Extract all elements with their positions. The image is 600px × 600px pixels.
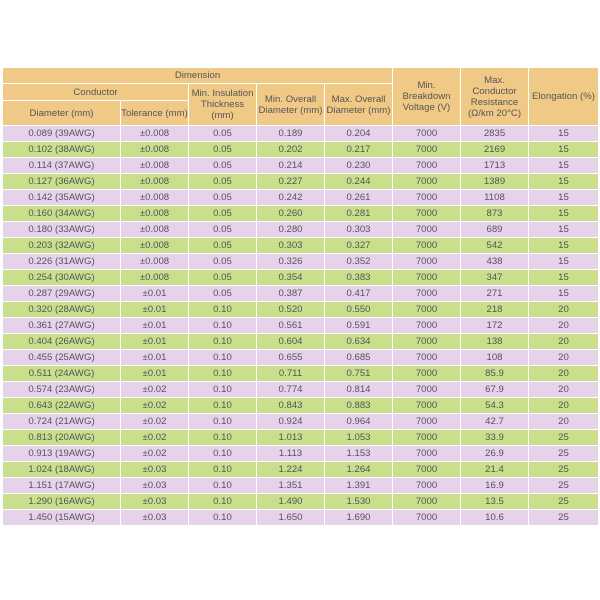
cell-max-overall-diameter: 0.964	[325, 414, 393, 430]
cell-breakdown-voltage: 7000	[393, 366, 461, 382]
cell-elongation: 15	[529, 286, 599, 302]
cell-max-overall-diameter: 0.303	[325, 222, 393, 238]
cell-breakdown-voltage: 7000	[393, 494, 461, 510]
cell-diameter: 0.226 (31AWG)	[3, 254, 121, 270]
cell-diameter: 0.724 (21AWG)	[3, 414, 121, 430]
cell-diameter: 0.404 (26AWG)	[3, 334, 121, 350]
cell-min-overall-diameter: 1.490	[257, 494, 325, 510]
table-row	[3, 190, 599, 206]
cell-min-overall-diameter: 0.214	[257, 158, 325, 174]
cell-min-insulation: 0.05	[189, 270, 257, 286]
cell-tolerance: ±0.03	[121, 478, 189, 494]
cell-conductor-resistance: 67.9	[461, 382, 529, 398]
cell-tolerance: ±0.008	[121, 126, 189, 142]
table-row	[3, 350, 599, 366]
cell-max-overall-diameter: 0.383	[325, 270, 393, 286]
table-row	[3, 494, 599, 510]
cell-tolerance: ±0.02	[121, 414, 189, 430]
cell-min-overall-diameter: 0.326	[257, 254, 325, 270]
table-row	[3, 238, 599, 254]
cell-conductor-resistance: 13.5	[461, 494, 529, 510]
cell-min-overall-diameter: 1.013	[257, 430, 325, 446]
cell-min-overall-diameter: 0.604	[257, 334, 325, 350]
cell-min-overall-diameter: 0.242	[257, 190, 325, 206]
cell-diameter: 0.180 (33AWG)	[3, 222, 121, 238]
cell-min-insulation: 0.05	[189, 174, 257, 190]
cell-conductor-resistance: 108	[461, 350, 529, 366]
cell-tolerance: ±0.008	[121, 174, 189, 190]
cell-diameter: 0.160 (34AWG)	[3, 206, 121, 222]
cell-tolerance: ±0.008	[121, 206, 189, 222]
cell-diameter: 0.142 (35AWG)	[3, 190, 121, 206]
cell-diameter: 1.290 (16AWG)	[3, 494, 121, 510]
cell-min-overall-diameter: 0.227	[257, 174, 325, 190]
cell-min-insulation: 0.05	[189, 126, 257, 142]
cell-diameter: 0.320 (28AWG)	[3, 302, 121, 318]
cell-tolerance: ±0.01	[121, 318, 189, 334]
cell-min-overall-diameter: 0.774	[257, 382, 325, 398]
table-row	[3, 142, 599, 158]
cell-breakdown-voltage: 7000	[393, 398, 461, 414]
header-max-overall-diameter: Max. Overall Diameter (mm)	[325, 84, 393, 126]
header-dimension: Dimension	[3, 68, 393, 84]
cell-conductor-resistance: 2169	[461, 142, 529, 158]
cell-min-insulation: 0.10	[189, 334, 257, 350]
cell-conductor-resistance: 2835	[461, 126, 529, 142]
cell-tolerance: ±0.01	[121, 302, 189, 318]
cell-max-overall-diameter: 0.883	[325, 398, 393, 414]
table-row	[3, 462, 599, 478]
cell-breakdown-voltage: 7000	[393, 142, 461, 158]
cell-conductor-resistance: 21.4	[461, 462, 529, 478]
table-row	[3, 398, 599, 414]
cell-tolerance: ±0.008	[121, 222, 189, 238]
header-elongation: Elongation (%)	[529, 68, 599, 126]
cell-min-insulation: 0.05	[189, 238, 257, 254]
cell-min-insulation: 0.05	[189, 190, 257, 206]
cell-min-overall-diameter: 0.924	[257, 414, 325, 430]
cell-conductor-resistance: 271	[461, 286, 529, 302]
cell-tolerance: ±0.01	[121, 286, 189, 302]
cell-diameter: 1.151 (17AWG)	[3, 478, 121, 494]
cell-min-insulation: 0.10	[189, 446, 257, 462]
cell-min-insulation: 0.10	[189, 398, 257, 414]
cell-breakdown-voltage: 7000	[393, 430, 461, 446]
cell-max-overall-diameter: 1.153	[325, 446, 393, 462]
cell-diameter: 0.102 (38AWG)	[3, 142, 121, 158]
cell-min-overall-diameter: 0.303	[257, 238, 325, 254]
cell-diameter: 0.287 (29AWG)	[3, 286, 121, 302]
cell-min-insulation: 0.10	[189, 302, 257, 318]
table-row	[3, 430, 599, 446]
cell-min-insulation: 0.05	[189, 158, 257, 174]
cell-max-overall-diameter: 0.244	[325, 174, 393, 190]
cell-conductor-resistance: 218	[461, 302, 529, 318]
cell-diameter: 0.089 (39AWG)	[3, 126, 121, 142]
cell-max-overall-diameter: 0.417	[325, 286, 393, 302]
cell-conductor-resistance: 42.7	[461, 414, 529, 430]
cell-elongation: 25	[529, 446, 599, 462]
cell-breakdown-voltage: 7000	[393, 462, 461, 478]
table-row	[3, 446, 599, 462]
cell-breakdown-voltage: 7000	[393, 238, 461, 254]
cell-breakdown-voltage: 7000	[393, 206, 461, 222]
cell-min-insulation: 0.05	[189, 222, 257, 238]
cell-elongation: 15	[529, 254, 599, 270]
cell-tolerance: ±0.008	[121, 158, 189, 174]
cell-elongation: 25	[529, 510, 599, 526]
table-row	[3, 334, 599, 350]
cell-breakdown-voltage: 7000	[393, 334, 461, 350]
cell-diameter: 0.254 (30AWG)	[3, 270, 121, 286]
cell-elongation: 15	[529, 126, 599, 142]
cell-elongation: 20	[529, 414, 599, 430]
cell-conductor-resistance: 438	[461, 254, 529, 270]
cell-diameter: 0.455 (25AWG)	[3, 350, 121, 366]
cell-breakdown-voltage: 7000	[393, 190, 461, 206]
cell-diameter: 0.127 (36AWG)	[3, 174, 121, 190]
cell-max-overall-diameter: 0.230	[325, 158, 393, 174]
cell-min-overall-diameter: 0.260	[257, 206, 325, 222]
cell-conductor-resistance: 347	[461, 270, 529, 286]
cell-diameter: 0.574 (23AWG)	[3, 382, 121, 398]
table-row	[3, 254, 599, 270]
cell-max-overall-diameter: 0.550	[325, 302, 393, 318]
cell-conductor-resistance: 10.6	[461, 510, 529, 526]
cell-min-insulation: 0.10	[189, 350, 257, 366]
header-min-insulation: Min. Insulation Thickness (mm)	[189, 84, 257, 126]
cell-min-insulation: 0.10	[189, 478, 257, 494]
cell-min-insulation: 0.05	[189, 286, 257, 302]
header-diameter: Diameter (mm)	[3, 101, 121, 126]
cell-min-insulation: 0.10	[189, 414, 257, 430]
cell-breakdown-voltage: 7000	[393, 478, 461, 494]
cell-breakdown-voltage: 7000	[393, 174, 461, 190]
table-row	[3, 414, 599, 430]
cell-max-overall-diameter: 0.634	[325, 334, 393, 350]
cell-elongation: 15	[529, 238, 599, 254]
cell-max-overall-diameter: 0.352	[325, 254, 393, 270]
cell-max-overall-diameter: 0.261	[325, 190, 393, 206]
table-row	[3, 478, 599, 494]
cell-breakdown-voltage: 7000	[393, 270, 461, 286]
table-row	[3, 126, 599, 142]
cell-conductor-resistance: 873	[461, 206, 529, 222]
cell-breakdown-voltage: 7000	[393, 414, 461, 430]
cell-breakdown-voltage: 7000	[393, 318, 461, 334]
cell-min-overall-diameter: 0.520	[257, 302, 325, 318]
cell-elongation: 15	[529, 142, 599, 158]
table-row	[3, 366, 599, 382]
cell-min-overall-diameter: 0.711	[257, 366, 325, 382]
cell-max-overall-diameter: 1.391	[325, 478, 393, 494]
cell-min-overall-diameter: 0.655	[257, 350, 325, 366]
cell-max-overall-diameter: 0.217	[325, 142, 393, 158]
cell-max-overall-diameter: 0.814	[325, 382, 393, 398]
header-min-overall-diameter: Min. Overall Diameter (mm)	[257, 84, 325, 126]
cell-conductor-resistance: 1108	[461, 190, 529, 206]
cell-tolerance: ±0.01	[121, 334, 189, 350]
cell-conductor-resistance: 1713	[461, 158, 529, 174]
cell-min-overall-diameter: 0.354	[257, 270, 325, 286]
cell-min-overall-diameter: 1.650	[257, 510, 325, 526]
cell-elongation: 15	[529, 174, 599, 190]
cell-breakdown-voltage: 7000	[393, 350, 461, 366]
cell-max-overall-diameter: 0.751	[325, 366, 393, 382]
cell-tolerance: ±0.01	[121, 366, 189, 382]
table-row	[3, 318, 599, 334]
cell-elongation: 20	[529, 318, 599, 334]
table-body	[3, 126, 599, 526]
cell-min-overall-diameter: 0.280	[257, 222, 325, 238]
header-conductor-resistance: Max. Conductor Resistance (Ω/km 20°C)	[461, 68, 529, 126]
cell-conductor-resistance: 172	[461, 318, 529, 334]
cell-diameter: 0.361 (27AWG)	[3, 318, 121, 334]
cell-elongation: 20	[529, 366, 599, 382]
cell-min-insulation: 0.10	[189, 462, 257, 478]
cell-min-overall-diameter: 1.224	[257, 462, 325, 478]
cell-elongation: 25	[529, 494, 599, 510]
table-row	[3, 286, 599, 302]
cell-max-overall-diameter: 0.327	[325, 238, 393, 254]
cell-min-overall-diameter: 0.189	[257, 126, 325, 142]
cell-min-insulation: 0.10	[189, 494, 257, 510]
cell-elongation: 20	[529, 350, 599, 366]
cell-tolerance: ±0.01	[121, 350, 189, 366]
cell-elongation: 25	[529, 478, 599, 494]
cell-max-overall-diameter: 0.281	[325, 206, 393, 222]
cell-breakdown-voltage: 7000	[393, 510, 461, 526]
cell-max-overall-diameter: 1.690	[325, 510, 393, 526]
cell-elongation: 20	[529, 302, 599, 318]
cell-elongation: 20	[529, 334, 599, 350]
cell-tolerance: ±0.03	[121, 462, 189, 478]
table-row	[3, 174, 599, 190]
cell-conductor-resistance: 689	[461, 222, 529, 238]
cell-elongation: 20	[529, 398, 599, 414]
cell-min-overall-diameter: 1.351	[257, 478, 325, 494]
cell-conductor-resistance: 26.9	[461, 446, 529, 462]
cell-breakdown-voltage: 7000	[393, 446, 461, 462]
cell-elongation: 15	[529, 190, 599, 206]
table-row	[3, 270, 599, 286]
table-row	[3, 158, 599, 174]
cell-diameter: 0.114 (37AWG)	[3, 158, 121, 174]
header-tolerance: Tolerance (mm)	[121, 101, 189, 126]
cell-elongation: 15	[529, 270, 599, 286]
cell-breakdown-voltage: 7000	[393, 302, 461, 318]
cell-tolerance: ±0.02	[121, 430, 189, 446]
cell-elongation: 25	[529, 462, 599, 478]
cell-conductor-resistance: 16.9	[461, 478, 529, 494]
cell-diameter: 0.813 (20AWG)	[3, 430, 121, 446]
cell-breakdown-voltage: 7000	[393, 254, 461, 270]
cell-min-insulation: 0.10	[189, 366, 257, 382]
cell-min-overall-diameter: 0.202	[257, 142, 325, 158]
cell-diameter: 0.913 (19AWG)	[3, 446, 121, 462]
cell-tolerance: ±0.02	[121, 446, 189, 462]
cell-elongation: 15	[529, 222, 599, 238]
cell-breakdown-voltage: 7000	[393, 382, 461, 398]
cell-diameter: 0.203 (32AWG)	[3, 238, 121, 254]
cell-min-insulation: 0.10	[189, 382, 257, 398]
cell-breakdown-voltage: 7000	[393, 158, 461, 174]
cell-min-overall-diameter: 1.113	[257, 446, 325, 462]
table-row	[3, 302, 599, 318]
cell-tolerance: ±0.008	[121, 254, 189, 270]
header-breakdown-voltage: Min. Breakdown Voltage (V)	[393, 68, 461, 126]
cell-min-overall-diameter: 0.387	[257, 286, 325, 302]
cell-conductor-resistance: 1389	[461, 174, 529, 190]
cell-elongation: 20	[529, 382, 599, 398]
cell-tolerance: ±0.02	[121, 382, 189, 398]
header-conductor: Conductor	[3, 84, 189, 101]
cell-breakdown-voltage: 7000	[393, 286, 461, 302]
cell-tolerance: ±0.008	[121, 142, 189, 158]
cell-min-insulation: 0.05	[189, 142, 257, 158]
cell-conductor-resistance: 138	[461, 334, 529, 350]
cell-conductor-resistance: 54.3	[461, 398, 529, 414]
cell-max-overall-diameter: 1.264	[325, 462, 393, 478]
cell-breakdown-voltage: 7000	[393, 126, 461, 142]
cell-min-insulation: 0.10	[189, 430, 257, 446]
cell-min-insulation: 0.10	[189, 318, 257, 334]
cell-elongation: 15	[529, 158, 599, 174]
cell-elongation: 15	[529, 206, 599, 222]
cell-tolerance: ±0.03	[121, 510, 189, 526]
cell-min-overall-diameter: 0.561	[257, 318, 325, 334]
cell-max-overall-diameter: 0.685	[325, 350, 393, 366]
cell-elongation: 25	[529, 430, 599, 446]
cell-conductor-resistance: 85.9	[461, 366, 529, 382]
table-row	[3, 222, 599, 238]
cell-min-insulation: 0.05	[189, 254, 257, 270]
cell-max-overall-diameter: 1.530	[325, 494, 393, 510]
table-row	[3, 206, 599, 222]
table-row	[3, 510, 599, 526]
cell-diameter: 0.511 (24AWG)	[3, 366, 121, 382]
cell-max-overall-diameter: 0.591	[325, 318, 393, 334]
cell-min-insulation: 0.10	[189, 510, 257, 526]
cell-diameter: 0.643 (22AWG)	[3, 398, 121, 414]
table-row	[3, 382, 599, 398]
cell-breakdown-voltage: 7000	[393, 222, 461, 238]
cell-conductor-resistance: 542	[461, 238, 529, 254]
cell-tolerance: ±0.02	[121, 398, 189, 414]
wire-spec-table	[2, 67, 599, 526]
cell-max-overall-diameter: 0.204	[325, 126, 393, 142]
cell-diameter: 1.450 (15AWG)	[3, 510, 121, 526]
cell-diameter: 1.024 (18AWG)	[3, 462, 121, 478]
cell-tolerance: ±0.008	[121, 238, 189, 254]
cell-min-overall-diameter: 0.843	[257, 398, 325, 414]
cell-min-insulation: 0.05	[189, 206, 257, 222]
cell-conductor-resistance: 33.9	[461, 430, 529, 446]
cell-tolerance: ±0.008	[121, 270, 189, 286]
cell-max-overall-diameter: 1.053	[325, 430, 393, 446]
cell-tolerance: ±0.03	[121, 494, 189, 510]
cell-tolerance: ±0.008	[121, 190, 189, 206]
